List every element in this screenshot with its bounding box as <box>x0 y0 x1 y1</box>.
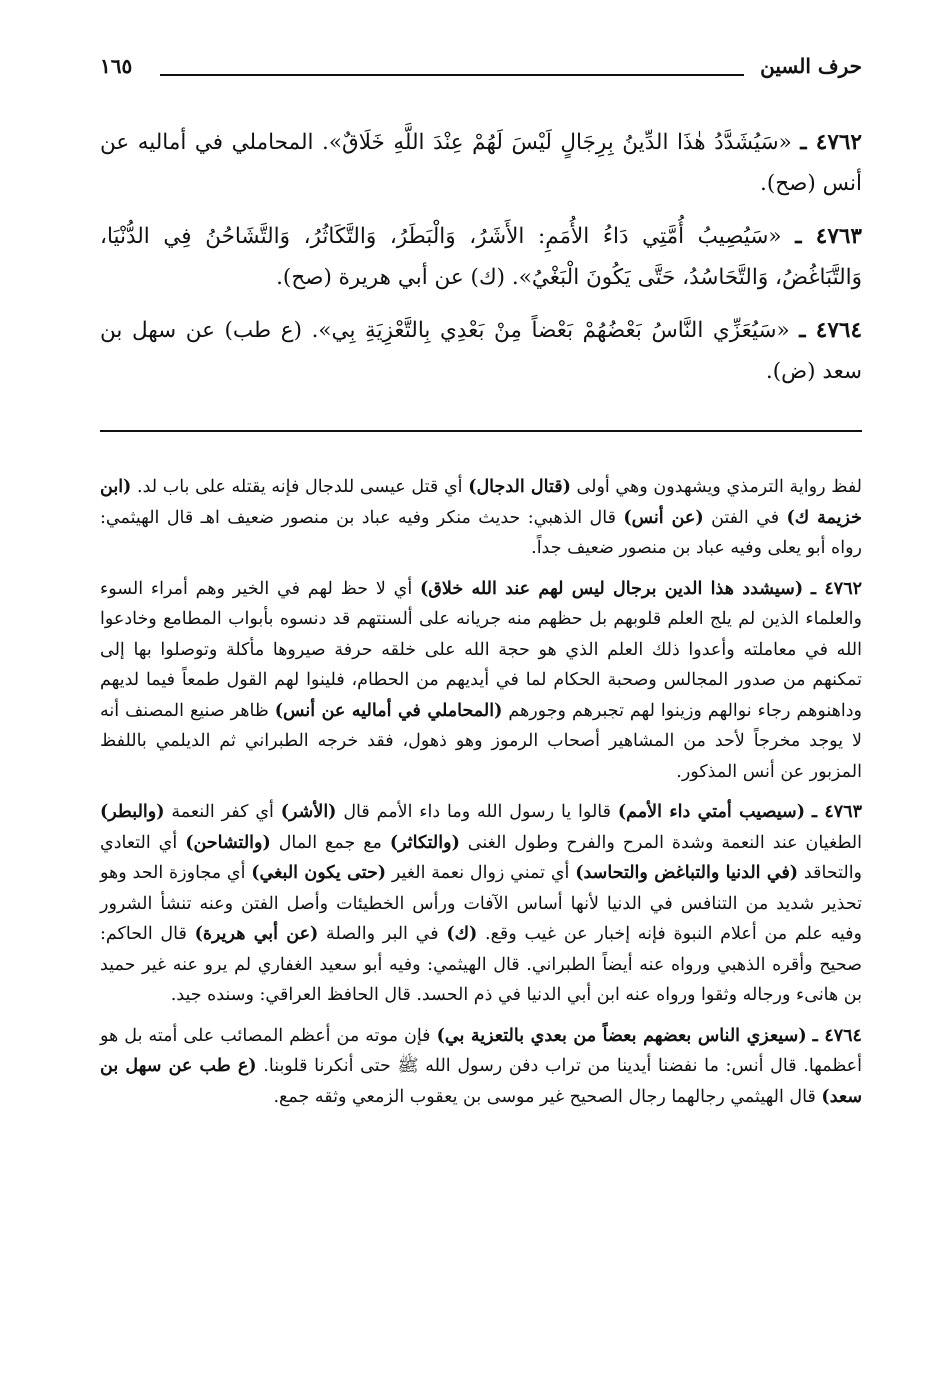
running-header <box>100 52 862 92</box>
commentary-text: في البر والصلة <box>318 924 447 944</box>
hadith-text: «سَيُصِيبُ أُمَّتِي دَاءُ الأُمَمِ: الأَشَرُ، وَالْبَطَرُ، وَالتَّكَاثُرُ، وَالتَّشَاحُنُ فِي الدُّنْيَا، وَالتَّبَاغُضُ، وَالتَّحَاسُدُ، حَتَّى يَكُونَ الْبَغْيُ». (ك) عن أبي هريرة (صح). <box>100 224 862 290</box>
commentary-text: قال الذهبي: حديث منكر وفيه عباد بن منصور ضعيف اهـ قال الهيثمي: رواه أبو يعلى وفيه عباد بن منصور ضعيف جداً. <box>100 507 862 558</box>
commentary-quote: (والبطر) <box>100 802 165 822</box>
commentary-quote: (قتال الدجال) <box>468 477 571 497</box>
commentary-number: ٤٧٦٣ ـ <box>811 802 862 822</box>
commentary-text: قالوا يا رسول الله وما داء الأمم قال <box>336 802 618 822</box>
commentary-text: لفظ رواية الترمذي ويشهدون وهي أولى <box>570 477 862 497</box>
commentary-text: قال الحاكم: صحيح وأقره الذهبي ورواه عنه أيضاً الطبراني. قال الهيثمي: وفيه أبو سعيد الغفاري لم يرو عنه غير حميد بن هانىء ورجاله وثقوا ورواه عنه ابن أبي الدنيا في ذم الحسد. قال الحافظ العراقي: وسنده جيد. <box>100 924 862 1005</box>
commentary-quote: (الأشر) <box>280 802 337 822</box>
commentary-source: (ك) <box>446 924 478 944</box>
hadith-number: ٤٧٦٣ ـ <box>795 224 862 249</box>
commentary-quote: (حتى يكون البغي) <box>251 863 387 883</box>
hadith-entry <box>100 310 862 392</box>
hadith-entry <box>100 216 862 298</box>
commentary-source: (عن أبي هريرة) <box>194 924 319 944</box>
commentary-divider <box>100 430 862 432</box>
hadith-text: «سَيُعَزِّي النَّاسُ بَعْضُهُمْ بَعْضاً مِنْ بَعْدِي بِالتَّعْزِيَةِ بِي». (ع طب) عن سهل بن سعد (ض). <box>100 318 862 384</box>
commentary-text: أي التعادي والتحاقد <box>100 832 863 883</box>
commentary-text: مع جمع المال <box>270 832 390 853</box>
hadith-number: ٤٧٦٤ ـ <box>799 318 862 343</box>
commentary-source: (ع طب عن سهل بن سعد) <box>100 1056 862 1107</box>
commentary-source: (عن أنس) <box>623 507 704 528</box>
hadith-entry <box>100 122 862 204</box>
commentary-text: أي لا حظ لهم في الخير وهم أمراء السوء والعلماء الذين لم يلج العلم قلوبهم بل حظهم منه جريانه على ألسنتهم قد دنسوه بأبواب المطامع وخادعوا الله في معاملته وأعدوا ذلك العلم الذي هو حجة الله على خلقه حرفة صيروها مأكلة وتوصلوا بها إلى تمكنهم من صدور المجالس وصحبة الحكام لما في أيديهم من الحطام، فلينوا لهم القول طمعاً فيما لديهم وداهنوهم رجاء نوالهم وزينوا لهم تجبرهم وجورهم <box>100 578 862 721</box>
commentary <box>100 472 862 1112</box>
commentary-entry-4763 <box>100 797 862 1011</box>
book-page <box>100 52 862 1122</box>
running-title: حرف السين <box>760 54 862 78</box>
main-text <box>100 122 862 392</box>
commentary-continuation <box>100 472 862 564</box>
commentary-entry-4764 <box>100 1021 862 1113</box>
commentary-text: أي كفر النعمة <box>164 802 281 822</box>
commentary-text: فإن موته من أعظم المصائب على أمته بل هو أعظمها. قال أنس: ما نفضنا أيدينا من تراب دفن رسول الله ﷺ حتى أنكرنا قلوبنا. <box>100 1025 862 1076</box>
commentary-source: (المحاملي في أماليه عن أنس) <box>274 700 503 721</box>
commentary-text: أي تمني زوال نعمة الغير <box>386 863 576 883</box>
page-number: ١٦٥ <box>100 54 133 78</box>
hadith-number: ٤٧٦٢ ـ <box>800 130 862 155</box>
commentary-quote: (والتشاحن) <box>185 832 271 853</box>
commentary-quote: (والتكاثر) <box>389 832 460 853</box>
commentary-number: ٤٧٦٤ ـ <box>812 1025 862 1046</box>
commentary-number: ٤٧٦٢ ـ <box>810 578 862 599</box>
commentary-quote: (في الدنيا والتباغض والتحاسد) <box>575 863 799 883</box>
commentary-source: (ابن خزيمة ك) <box>100 477 862 528</box>
commentary-text: ظاهر صنيع المصنف أنه لا يوجد مخرجاً لأحد من المشاهير أصحاب الرموز وهو ذهول، فقد خرجه الطبراني ثم الديلمي باللفظ المزبور عن أنس المذكور. <box>100 700 862 782</box>
commentary-quote: (سيعزي الناس بعضهم بعضاً من بعدي بالتعزية بي) <box>436 1025 807 1046</box>
commentary-text: قال الهيثمي رجالهما رجال الصحيح غير موسى بن يعقوب الزمعي وثقه جمع. <box>273 1086 822 1107</box>
commentary-text: أي قتل عيسى للدجال فإنه يقتله على باب لد. <box>131 477 469 497</box>
hadith-text: «سَيُشَدَّدُ هٰذَا الدِّينُ بِرِجَالٍ لَيْسَ لَهُمْ عِنْدَ اللَّهِ خَلَاقٌ». المحاملي في أماليه عن أنس (صح). <box>100 130 862 196</box>
commentary-quote: (سيصيب أمتي داء الأمم) <box>617 802 805 822</box>
commentary-text: أي مجاوزة الحد وهو تحذير شديد من التنافس في الدنيا لأنها أساس الآفات ورأس الخطيئات وأصل الفتن وعنه تنشأ الشرور وفيه علم من أعلام النبوة فإنه إخبار عن غيب وقع. <box>100 863 862 944</box>
commentary-quote: (سيشدد هذا الدين برجال ليس لهم عند الله خلاق) <box>420 578 804 599</box>
commentary-entry-4762 <box>100 574 862 788</box>
commentary-text: في الفتن <box>703 507 787 528</box>
commentary-text: الطغيان عند النعمة وشدة المرح والفرح وطول الغنى <box>459 832 862 853</box>
header-rule <box>160 74 744 76</box>
